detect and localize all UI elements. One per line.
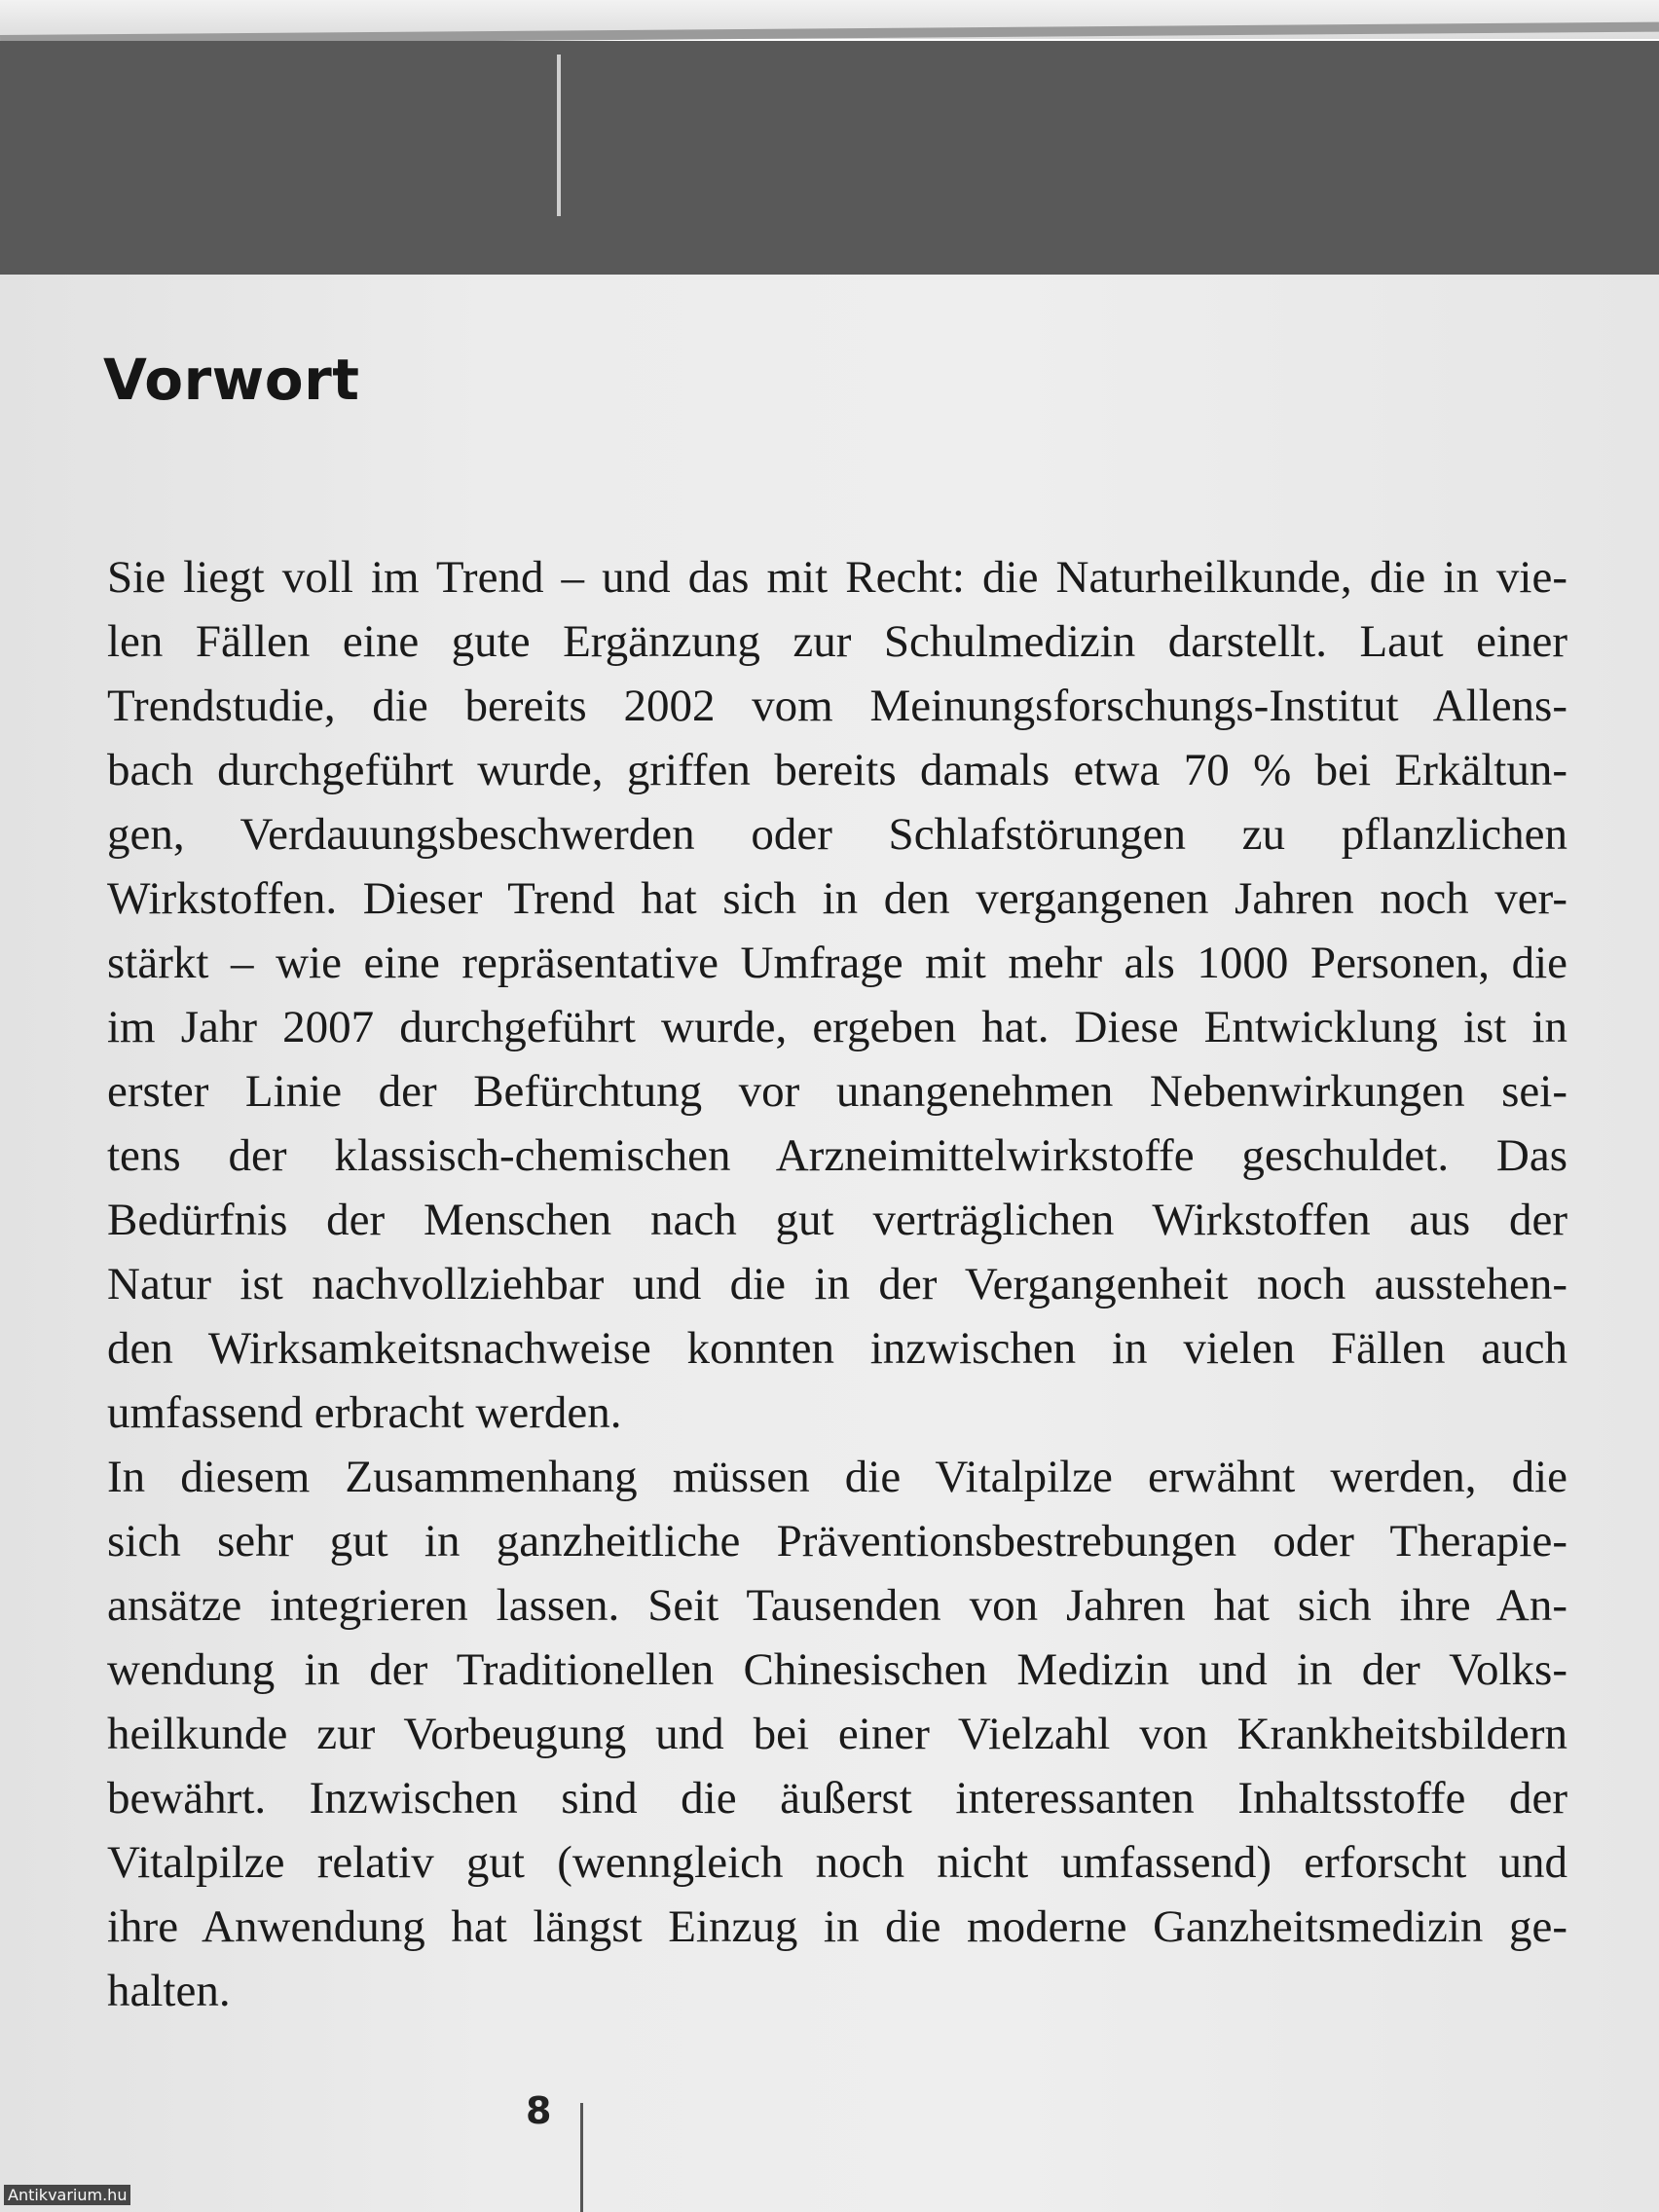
text-line: bach durchgeführt wurde, griffen bereits damals etwa 70 % bei Erkältun- [107, 745, 1567, 795]
text-line: Vitalpilze relativ gut (wenngleich noch nicht umfassend) erforscht und [107, 1837, 1567, 1888]
text-line: halten. [107, 1966, 231, 2016]
text-line: den Wirksamkeitsnachweise konnten inzwischen in vielen Fällen auch [107, 1323, 1567, 1374]
text-line: heilkunde zur Vorbeugung und bei einer Vielzahl von Krankheitsbildern [107, 1709, 1567, 1759]
footer-divider [580, 2103, 583, 2212]
text-line: Sie liegt voll im Trend – und das mit Recht: die Naturheilkunde, die in vie- [107, 552, 1567, 603]
text-line: stärkt – wie eine repräsentative Umfrage mit mehr als 1000 Personen, die [107, 938, 1567, 988]
header-divider [557, 55, 561, 216]
text-line: Wirkstoffen. Dieser Trend hat sich in den vergangenen Jahren noch ver- [107, 873, 1567, 924]
text-line: im Jahr 2007 durchgeführt wurde, ergeben hat. Diese Entwicklung ist in [107, 1002, 1567, 1052]
text-line: In diesem Zusammenhang müssen die Vitalpilze erwähnt werden, die [107, 1452, 1567, 1502]
page-title: Vorwort [103, 347, 360, 413]
text-line: gen, Verdauungsbeschwerden oder Schlafstörungen zu pflanzlichen [107, 809, 1567, 860]
page-number: 8 [526, 2089, 552, 2132]
text-line: ihre Anwendung hat längst Einzug in die moderne Ganzheitsmedizin ge- [107, 1901, 1567, 1952]
paragraph-2 [107, 1445, 1567, 2023]
text-line: len Fällen eine gute Ergänzung zur Schulmedizin darstellt. Laut einer [107, 616, 1567, 667]
watermark: Antikvarium.hu [4, 2185, 130, 2205]
text-line: Trendstudie, die bereits 2002 vom Meinungsforschungs-Institut Allens- [107, 681, 1567, 731]
text-line: Bedürfnis der Menschen nach gut verträglichen Wirkstoffen aus der [107, 1195, 1567, 1245]
text-line: erster Linie der Befürchtung vor unangenehmen Nebenwirkungen sei- [107, 1066, 1567, 1117]
text-line: sich sehr gut in ganzheitliche Präventionsbestrebungen oder Therapie- [107, 1516, 1567, 1567]
text-line: umfassend erbracht werden. [107, 1387, 622, 1438]
text-line: bewährt. Inzwischen sind die äußerst interessanten Inhaltsstoffe der [107, 1773, 1567, 1824]
text-line: Natur ist nachvollziehbar und die in der Vergangenheit noch ausstehen- [107, 1259, 1567, 1309]
header-band [0, 41, 1659, 275]
text-line: tens der klassisch-chemischen Arzneimittelwirkstoffe geschuldet. Das [107, 1130, 1567, 1181]
paragraph-1 [107, 545, 1567, 1445]
text-line: ansätze integrieren lassen. Seit Tausenden von Jahren hat sich ihre An- [107, 1580, 1567, 1631]
text-line: wendung in der Traditionellen Chinesischen Medizin und in der Volks- [107, 1644, 1567, 1695]
body-text [107, 545, 1567, 2023]
